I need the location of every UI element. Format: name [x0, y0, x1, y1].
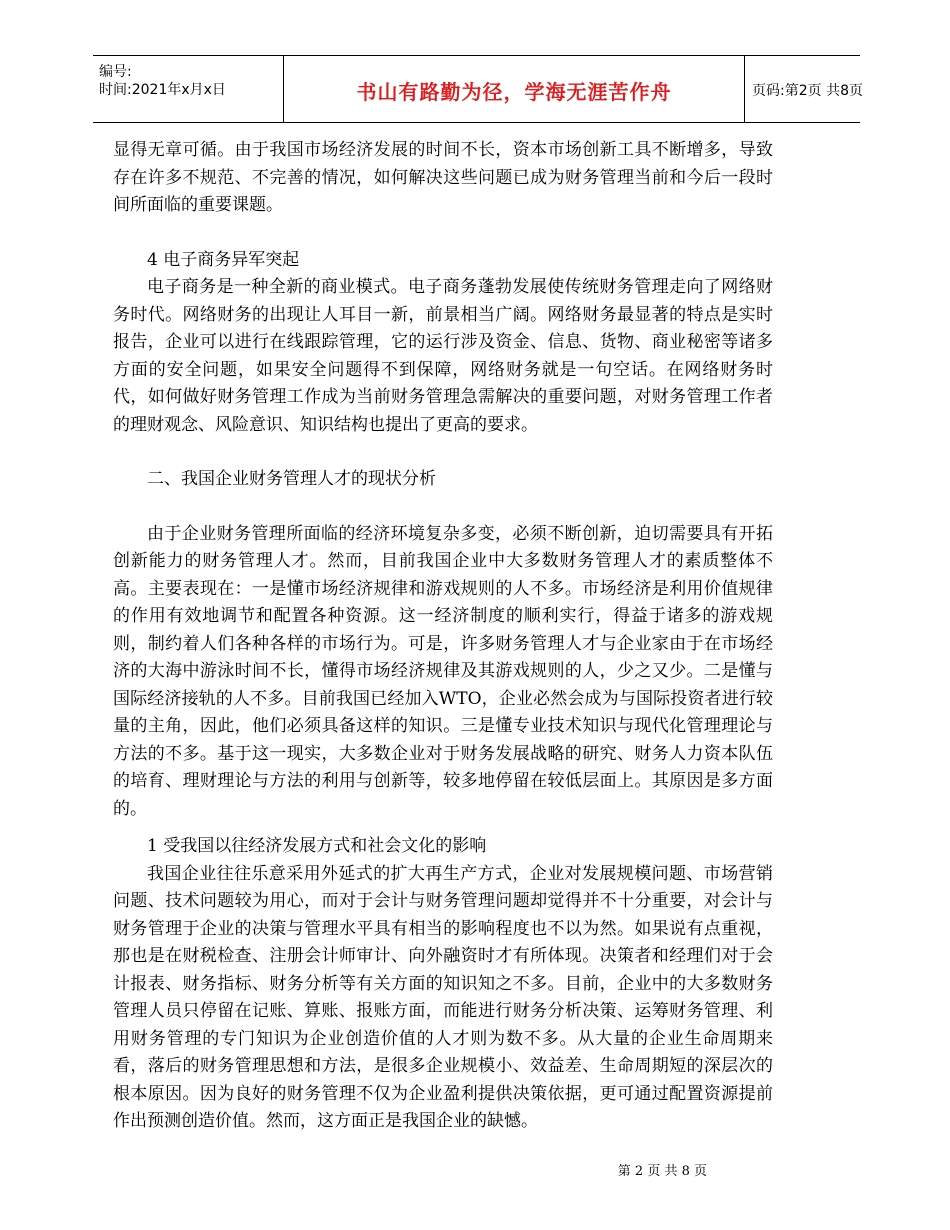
header-motto-cell: [283, 56, 745, 122]
document-time-label: 时间:2021年x月x日: [99, 82, 226, 98]
paragraph-current-status: 由于企业财务管理所面临的经济环境复杂多变，必须不断创新，迫切需要具有开拓创新能力的财务管理人才。然而，目前我国企业中大多数财务管理人才的素质整体不高。主要表现在：一是懂市场经济规律和游戏规则的人不多。市场经济是利用价值规律的作用有效地调节和配置各种资源。这一经济制度的顺利实行，得益于诸多的游戏规则，制约着人们各种各样的市场行为。可是，许多财务管理人才与企业家由于在市场经济的大海中游泳时间不长，懂得市场经济规律及其游戏规则的人，少之又少。二是懂与国际经济接轨的人不多。目前我国已经加入WTO，企业必然会成为与国际投资者进行较量的主角，因此，他们必须具备这样的知识。三是懂专业技术知识与现代化管理理论与方法的不多。基于这一现实，大多数企业对于财务发展战略的研究、财务人力资本队伍的培育、理财理论与方法的利用与创新等，较多地停留在较低层面上。其原因是多方面的。: [113, 523, 773, 819]
document-body: [113, 137, 773, 1136]
header-right-cell: [744, 56, 863, 122]
subsection-heading-4: 4 电子商务异军突起: [147, 249, 300, 270]
header-motto: 书山有路勤为径，学海无涯苦作舟: [356, 80, 672, 104]
subsection-heading-1: 1 受我国以往经济发展方式和社会文化的影响: [147, 836, 487, 856]
header-left-cell: [93, 56, 283, 122]
page-footer: 第 2 页 共 8 页: [617, 1164, 707, 1179]
document-number-label: 编号:: [99, 64, 132, 80]
page-header: [93, 55, 863, 123]
section-heading-2: 二、我国企业财务管理人才的现状分析: [147, 469, 436, 489]
intro-paragraph: 显得无章可循。由于我国市场经济发展的时间不长，资本市场创新工具不断增多，导致存在许多不规范、不完善的情况，如何解决这些问题已成为财务管理当前和今后一段时间所面临的重要课题。: [113, 140, 773, 215]
paragraph-ecommerce: 电子商务是一种全新的商业模式。电子商务蓬勃发展使传统财务管理走向了网络财务时代。网络财务的出现让人耳目一新，前景相当广阔。网络财务最显著的特点是实时报告，企业可以进行在线跟踪管理，它的运行涉及资金、信息、货物、商业秘密等诸多方面的安全问题，如果安全问题得不到保障，网络财务就是一句空话。在网络财务时代，如何做好财务管理工作成为当前财务管理急需解决的重要问题，对财务管理工作者的理财观念、风险意识、知识结构也提出了更高的要求。: [113, 277, 773, 435]
paragraph-economic-influence: 我国企业往往乐意采用外延式的扩大再生产方式，企业对发展规模问题、市场营销问题、技术问题较为用心，而对于会计与财务管理问题却觉得并不十分重要，对会计与财务管理于企业的决策与管理水平具有相当的影响程度也不以为然。如果说有点重视，那也是在财税检查、注册会计师审计、向外融资时才有所体现。决策者和经理们对于会计报表、财务指标、财务分析等有关方面的知识知之不多。目前，企业中的大多数财务管理人员只停留在记账、算账、报账方面，而能进行财务分析决策、运筹财务管理、利用财务管理的专门知识为企业创造价值的人才则为数不多。从大量的企业生命周期来看，落后的财务管理思想和方法，是很多企业规模小、效益差、生命周期短的深层次的根本原因。因为良好的财务管理不仅为企业盈利提供决策依据，更可通过配置资源提前作出预测创造价值。然而，这方面正是我国企业的缺憾。: [113, 863, 773, 1131]
header-page-label: 页码:第2页 共8页: [752, 83, 863, 99]
